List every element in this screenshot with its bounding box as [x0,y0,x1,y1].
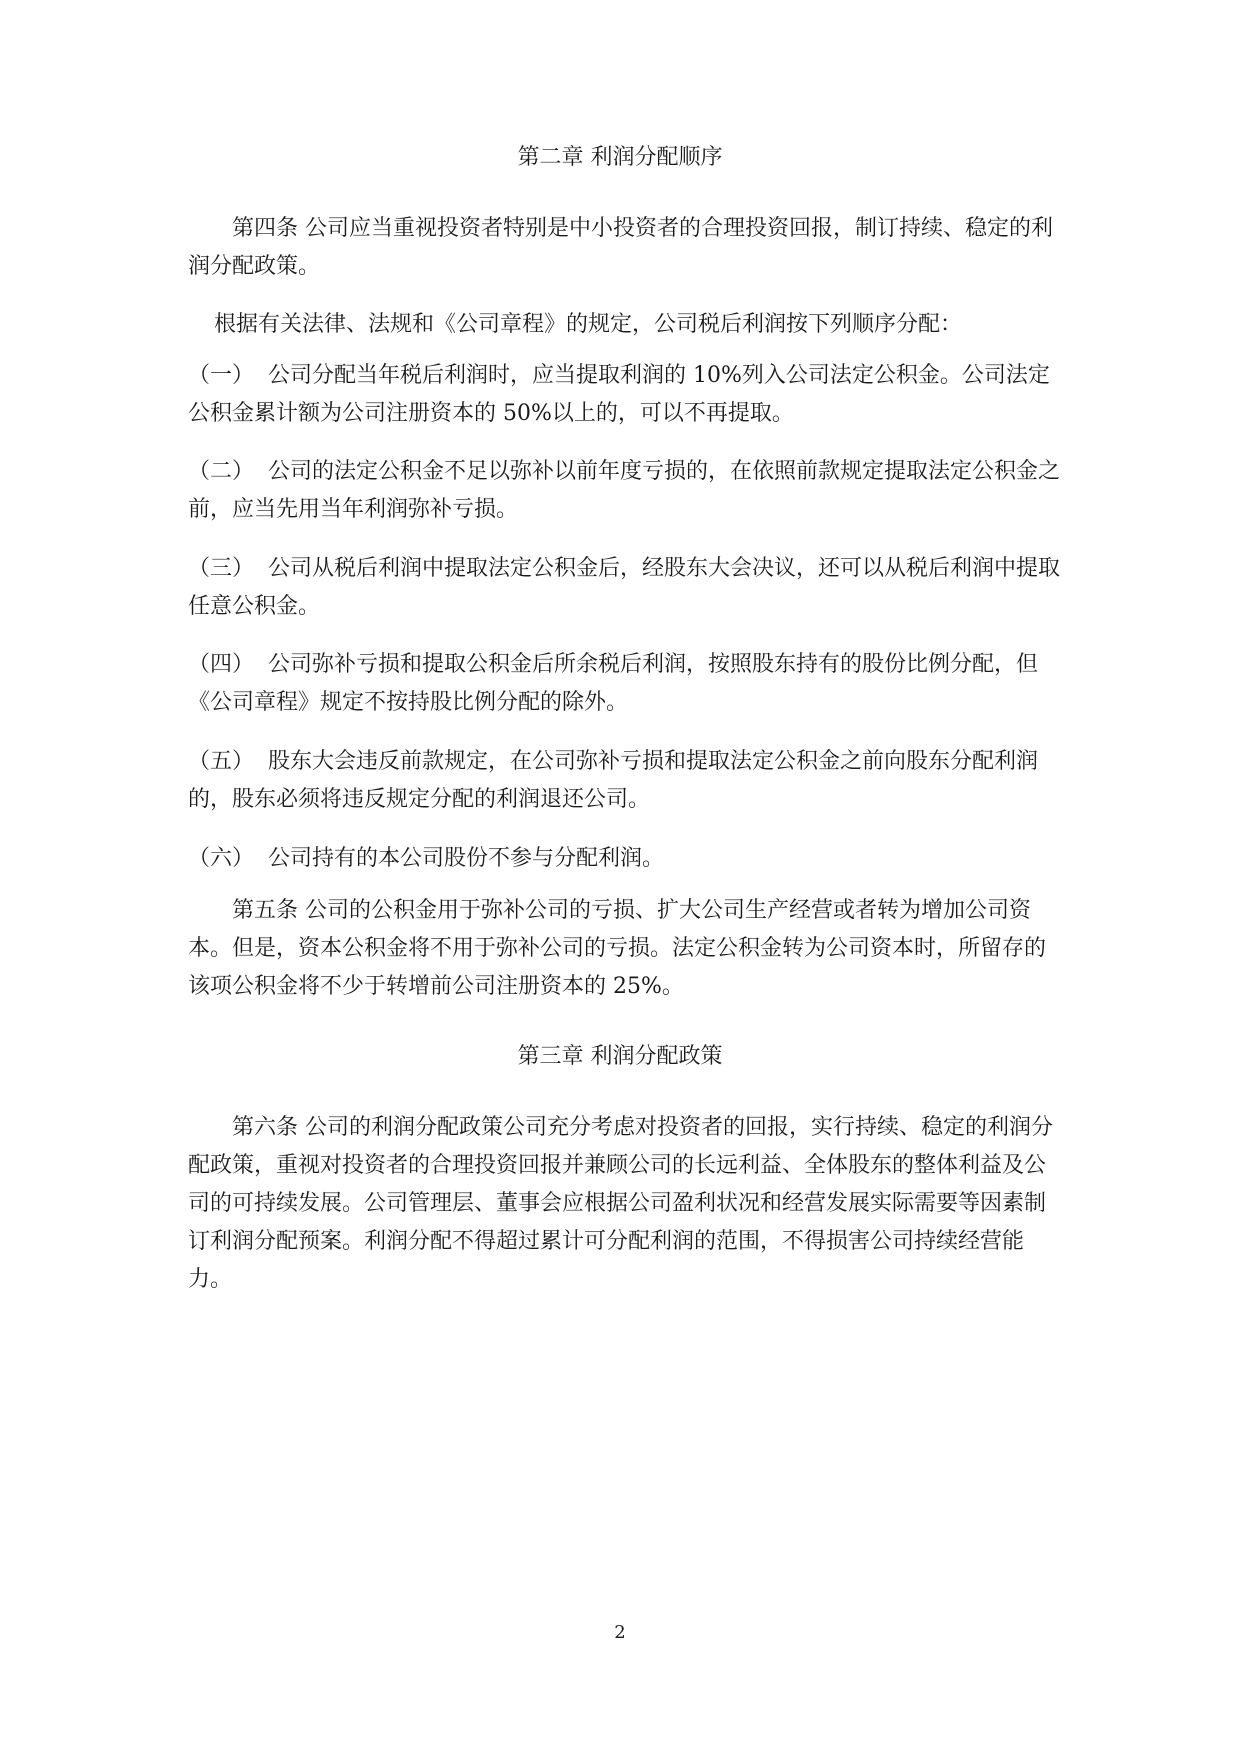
item-number: （五） [188,749,255,774]
chapter-2-heading: 第二章 利润分配顺序 [517,145,723,170]
item-number: （三） [188,556,255,581]
item-text: 公司的法定公积金不足以弥补以前年度亏损的，在依照前款规定提取法定公积金之前，应当先用当年利润弥补亏损。 [188,459,1061,522]
item-text: 公司分配当年税后利润时，应当提取利润的 10%列入公司法定公积金。公司法定公积金累计额为公司注册资本的 50%以上的，可以不再提取。 [188,363,1050,426]
order-item-5 [188,743,1064,819]
item-text: 股东大会违反前款规定，在公司弥补亏损和提取法定公积金之前向股东分配利润的，股东必须将违反规定分配的利润退还公司。 [188,749,1039,812]
article-4: 第四条 公司应当重视投资者特别是中小投资者的合理投资回报，制订持续、稳定的利润分配政策。 [188,216,1053,279]
article-5: 第五条 公司的公积金用于弥补公司的亏损、扩大公司生产经营或者转为增加公司资本。但是，资本公积金将不用于弥补公司的亏损。法定公积金转为公司资本时，所留存的该项公积金将不少于转增前公司注册资本的 25%。 [188,898,1047,999]
order-item-1 [188,357,1064,433]
chapter-3-heading: 第三章 利润分配政策 [517,1044,723,1069]
page-number: 2 [614,1622,626,1643]
order-item-4 [188,646,1064,722]
item-number: （二） [188,459,255,484]
order-item-2 [188,453,1064,529]
article-6: 第六条 公司的利润分配政策公司充分考虑对投资者的回报，实行持续、稳定的利润分配政策，重视对投资者的合理投资回报并兼顾公司的长远利益、全体股东的整体利益及公司的可持续发展。公司管理层、董事会应根据公司盈利状况和经营发展实际需要等因素制订利润分配预案。利润分配不得超过累计可分配利润的范围，不得损害公司持续经营能力。 [188,1115,1053,1292]
order-item-3 [188,550,1064,626]
item-text: 公司从税后利润中提取法定公积金后，经股东大会决议，还可以从税后利润中提取任意公积金。 [188,556,1061,619]
distribution-order-intro: 根据有关法律、法规和《公司章程》的规定，公司税后利润按下列顺序分配： [214,312,963,337]
order-item-6 [188,840,1064,878]
item-number: （六） [188,846,255,871]
item-number: （四） [188,652,255,677]
item-number: （一） [188,363,255,388]
item-text: 公司弥补亏损和提取公积金后所余税后利润，按照股东持有的股份比例分配，但《公司章程》规定不按持股比例分配的除外。 [188,652,1039,715]
item-text: 公司持有的本公司股份不参与分配利润。 [268,846,665,871]
